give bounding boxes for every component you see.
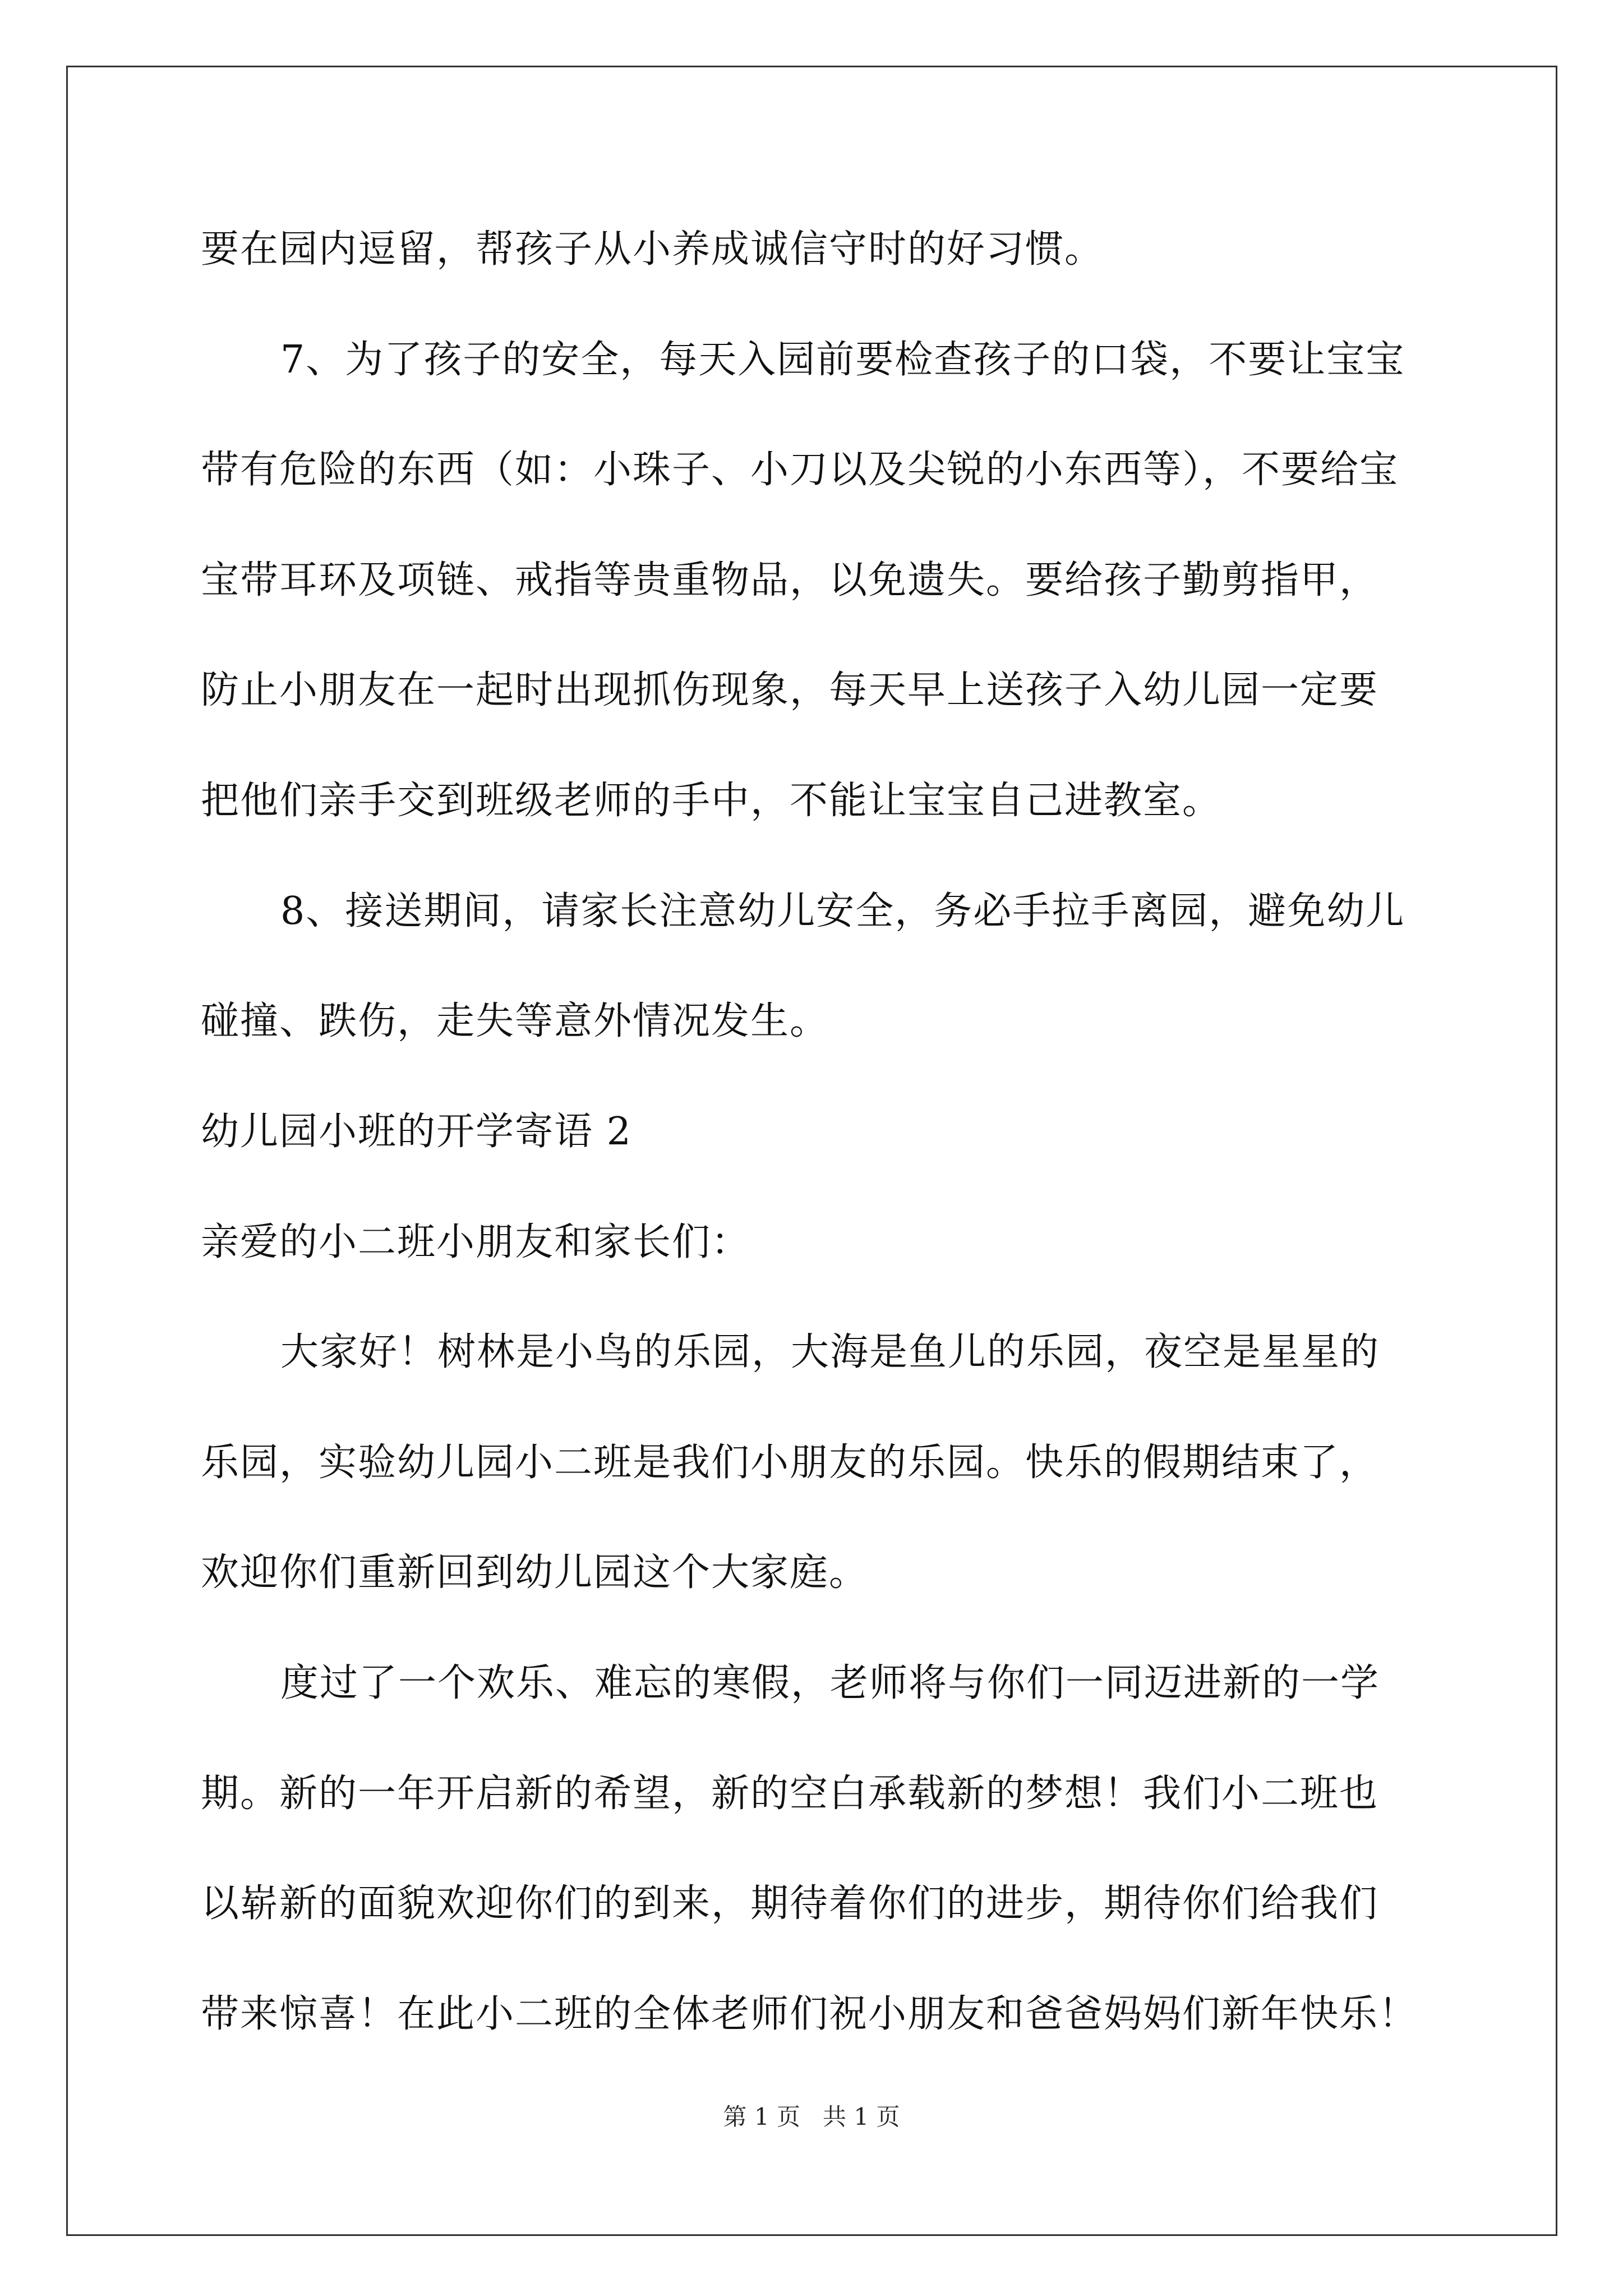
body-text-line: 度过了一个欢乐、难忘的寒假，老师将与你们一同迈进新的一学 [280, 1661, 1380, 1705]
body-text-line: 欢迎你们重新回到幼儿园这个大家庭。 [201, 1550, 869, 1595]
body-text-line: 8、接送期间，请家长注意幼儿安全，务必手拉手离园，避免幼儿 [280, 889, 1405, 933]
salutation: 亲爱的小二班小朋友和家长们： [201, 1220, 751, 1264]
body-text-line: 期。新的一年开启新的希望，新的空白承载新的梦想！我们小二班也 [201, 1772, 1379, 1816]
body-text-line: 要在园内逗留，帮孩子从小养成诚信守时的好习惯。 [201, 227, 1104, 272]
body-text-line: 带有危险的东西（如：小珠子、小刀以及尖锐的小东西等），不要给宝 [201, 448, 1399, 492]
body-text-line: 防止小朋友在一起时出现抓伤现象，每天早上送孩子入幼儿园一定要 [201, 668, 1379, 712]
section-title: 幼儿园小班的开学寄语 2 [201, 1110, 632, 1154]
body-text-line: 大家好！树林是小鸟的乐园，大海是鱼儿的乐园，夜空是星星的 [280, 1330, 1380, 1374]
body-text-line: 7、为了孩子的安全，每天入园前要检查孩子的口袋，不要让宝宝 [280, 338, 1405, 382]
body-text-line: 乐园，实验幼儿园小二班是我们小朋友的乐园。快乐的假期结束了， [201, 1441, 1379, 1485]
body-text-line: 碰撞、跌伤，走失等意外情况发生。 [201, 999, 829, 1043]
body-text-line: 宝带耳环及项链、戒指等贵重物品，以免遗失。要给孩子勤剪指甲， [201, 558, 1379, 602]
body-text-line: 以崭新的面貌欢迎你们的到来，期待着你们的进步，期待你们给我们 [201, 1881, 1379, 1926]
body-text-line: 把他们亲手交到班级老师的手中，不能让宝宝自己进教室。 [201, 779, 1222, 823]
body-text-line: 带来惊喜！在此小二班的全体老师们祝小朋友和爸爸妈妈们新年快乐！ [201, 1992, 1418, 2036]
page-footer: 第 1 页 共 1 页 [723, 2103, 900, 2131]
